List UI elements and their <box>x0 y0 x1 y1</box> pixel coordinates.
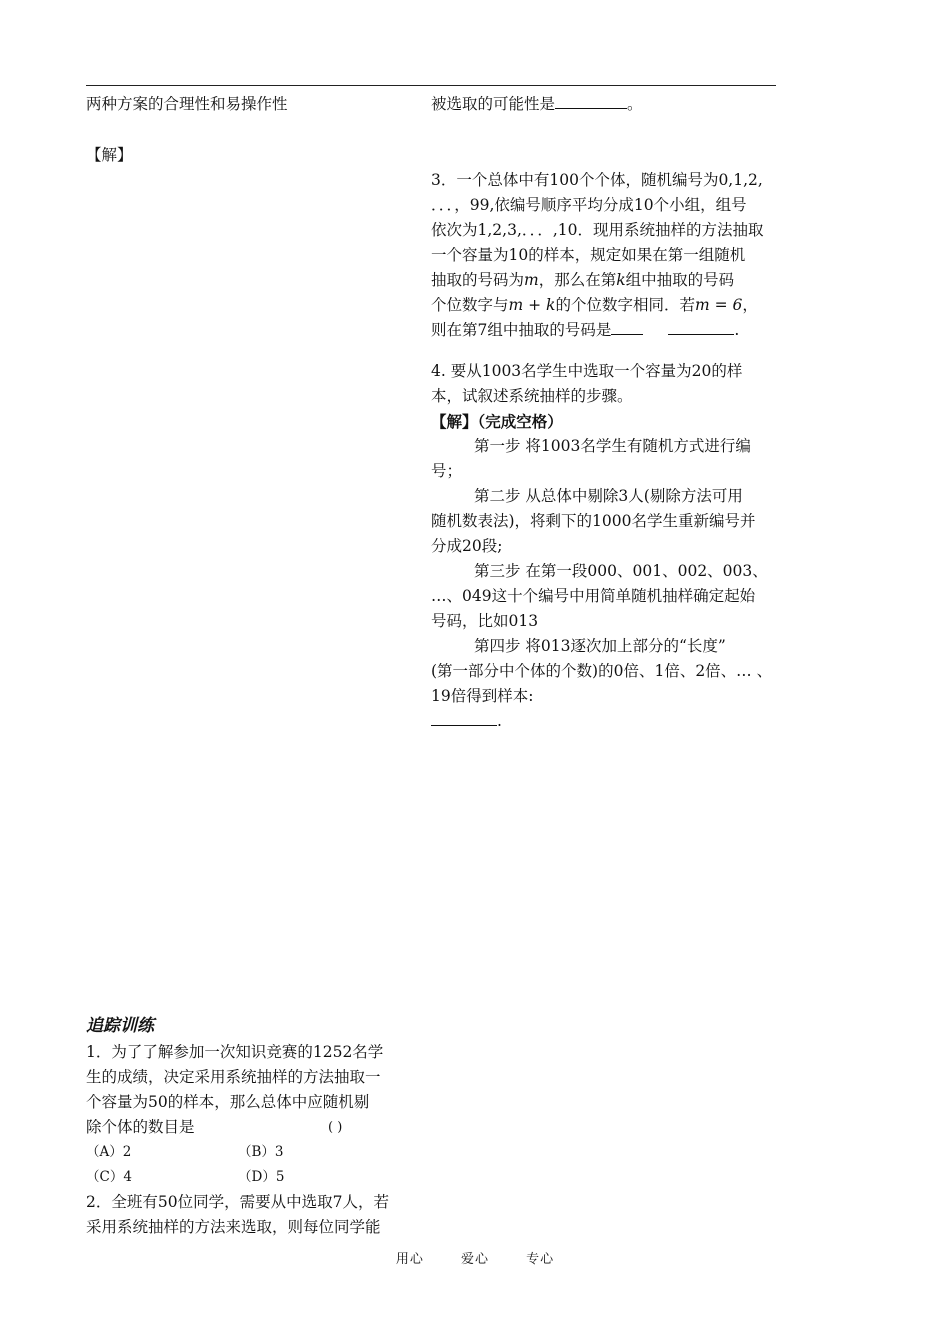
q2-line-1: 2．全班有50位同学，需要从中选取7人，若 <box>86 1193 389 1211</box>
q3-l6-a: 个位数字与 <box>431 296 509 314</box>
q3-l5-a: 抽取的号码为 <box>431 271 525 289</box>
q3-line-1: 3．一个总体中有100个个体，随机编号为0,1,2, <box>431 171 763 189</box>
q1-option-c: （C）4 <box>86 1169 132 1185</box>
q3-expr-m-plus-k: m + k <box>508 296 556 314</box>
q3-l5-b: ，那么在第 <box>538 271 617 289</box>
q1-option-b: （B）3 <box>238 1144 284 1160</box>
q1-line-1: 1．为了了解参加一次知识竞赛的1252名学 <box>86 1043 384 1061</box>
step-2-line-1: 第二步 从总体中剔除3人(剔除方法可用 <box>474 487 743 505</box>
q2-end-mark: 。 <box>627 95 643 113</box>
q1-line-3: 个容量为50的样本，那么总体中应随机剔 <box>86 1093 370 1111</box>
q4-solution-line <box>431 409 563 434</box>
q2-answer-blank <box>555 92 627 109</box>
q1-option-a: （A）2 <box>86 1144 132 1160</box>
step-1-line-2: 号； <box>431 462 463 480</box>
q2-line-2: 采用系统抽样的方法来选取，则每位同学能 <box>86 1218 381 1236</box>
q4-fill-note: （完成空格） <box>477 412 563 431</box>
step-4-line-1: 第四步 将013逐次加上部分的“长度” <box>474 637 726 655</box>
q3-line-3: 依次为1,2,3,．．．,10．现用系统抽样的方法抽取 <box>431 221 764 239</box>
q3-answer-blank-1 <box>611 318 643 335</box>
tracking-title: 追踪训练 <box>86 1016 154 1036</box>
q3-var-m: m <box>524 271 539 289</box>
q4-line-2: 本，试叙述系统抽样的步骤。 <box>431 387 633 405</box>
footer-word-1: 用心 <box>395 1252 424 1267</box>
step-3-line-3: 号码，比如013 <box>431 612 539 630</box>
header-rule <box>86 85 776 86</box>
q3-line-4: 一个容量为10的样本，规定如果在第一组随机 <box>431 246 746 264</box>
footer-word-3: 专心 <box>526 1252 555 1267</box>
q3-var-k: k <box>616 271 626 289</box>
q1-line-2: 生的成绩，决定采用系统抽样的方法抽取一 <box>86 1068 381 1086</box>
step-3-line-2: …、049这十个编号中用简单随机抽样确定起始 <box>431 587 756 605</box>
left-top-line: 两种方案的合理性和易操作性 <box>86 95 288 113</box>
q3-l6-c: ， <box>742 296 758 314</box>
q2-cont-text: 被选取的可能性是 <box>431 95 556 113</box>
q3-l7-text: 则在第7组中抽取的号码是 <box>431 321 612 339</box>
q2-continuation <box>431 92 643 117</box>
final-answer-line <box>431 709 502 734</box>
final-answer-blank <box>431 709 497 726</box>
step-1-line-1: 第一步 将1003名学生有随机方式进行编 <box>474 437 751 455</box>
step-4-line-3: 19倍得到样本: <box>431 687 534 705</box>
step-2-line-2: 随机数表法)，将剩下的1000名学生重新编号并 <box>431 512 756 530</box>
q3-end-mark: . <box>734 321 740 339</box>
q4-line-1: 4. 要从1003名学生中选取一个容量为20的样 <box>431 362 743 380</box>
q3-l6-b: 的个位数字相同．若 <box>555 296 695 314</box>
q3-line-2: ．．．，99,依编号顺序平均分成10个小组，组号 <box>431 196 747 214</box>
q3-line-5 <box>431 268 734 293</box>
final-end-mark: . <box>497 712 502 730</box>
step-2-line-3: 分成20段; <box>431 537 503 555</box>
page-footer <box>0 1248 950 1267</box>
step-4-line-2: (第一部分中个体的个数)的0倍、1倍、2倍、… 、 <box>431 662 773 680</box>
q1-option-d: （D）5 <box>238 1169 285 1185</box>
q3-l5-c: 组中抽取的号码 <box>625 271 735 289</box>
footer-word-2: 爱心 <box>460 1252 489 1267</box>
q1-line-4: 除个体的数目是 <box>86 1118 195 1136</box>
q3-expr-m-eq-6: m = 6 <box>694 296 743 314</box>
q4-solution-label: 【解】 <box>431 412 478 431</box>
q3-answer-blank-2 <box>668 318 734 335</box>
q3-line-7 <box>431 318 739 343</box>
step-3-line-1: 第三步 在第一段000、001、002、003、 <box>474 562 768 580</box>
solution-label: 【解】 <box>86 146 133 164</box>
q1-answer-paren: ( ) <box>328 1120 343 1135</box>
q3-line-6 <box>431 293 758 318</box>
